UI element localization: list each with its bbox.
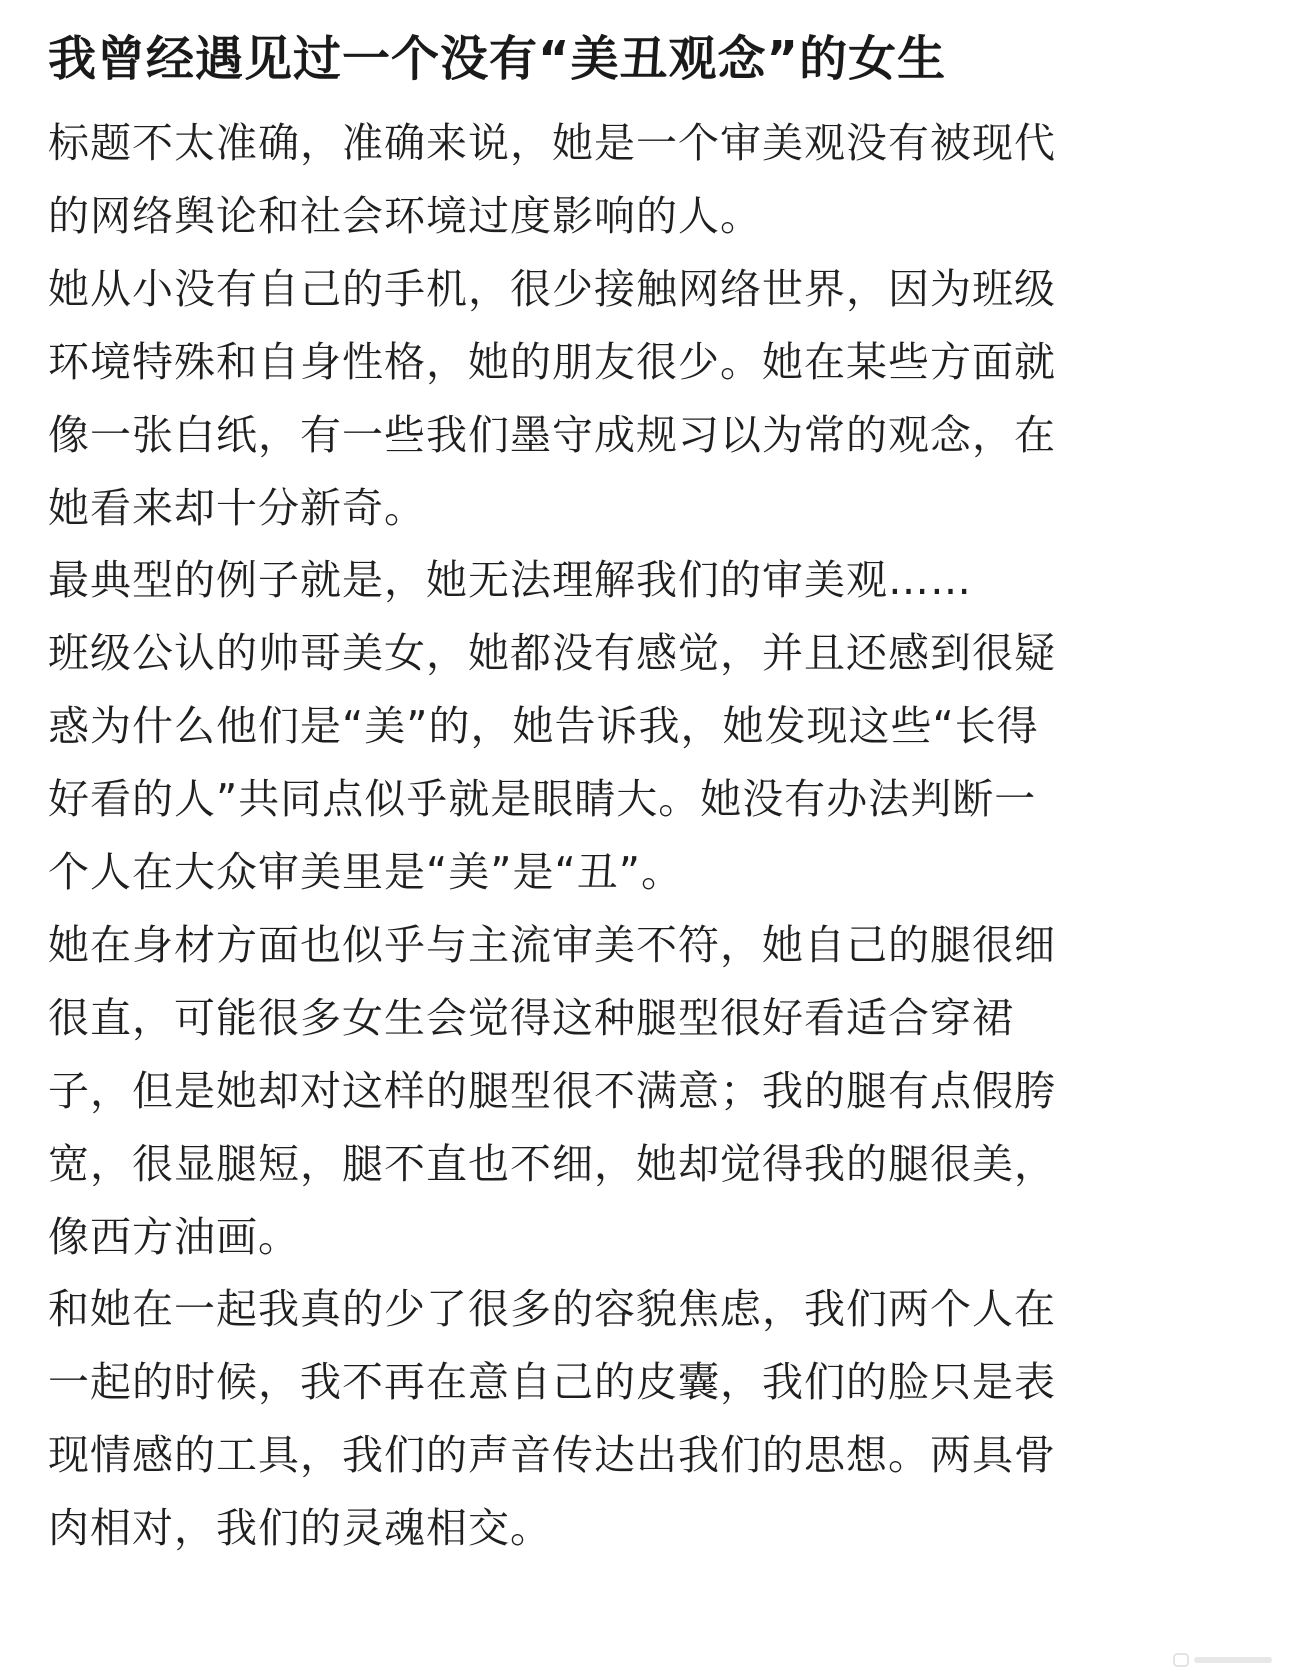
text-line: 她在身材方面也似乎与主流审美不符，她自己的腿很细 — [48, 920, 1056, 969]
text-line: 班级公认的帅哥美女，她都没有感觉，并且还感到很疑 — [48, 629, 1056, 678]
text-line: 像一张白纸，有一些我们墨守成规习以为常的观念，在 — [48, 410, 1056, 459]
text-line: 标题不太准确，准确来说，她是一个审美观没有被现代 — [48, 119, 1056, 167]
text-line: 最典型的例子就是，她无法理解我们的审美观…… — [48, 556, 972, 605]
text-line: 和她在一起我真的少了很多的容貌焦虑，我们两个人在 — [48, 1285, 1056, 1334]
text-line: 像西方油画。 — [48, 1212, 300, 1261]
text-line: 宽，很显腿短，腿不直也不细，她却觉得我的腿很美， — [48, 1139, 1056, 1188]
watermark-icon — [1172, 1649, 1276, 1671]
text-line: 她从小没有自己的手机，很少接触网络世界，因为班级 — [48, 264, 1056, 313]
text-line: 好看的人”共同点似乎就是眼睛大。她没有办法判断一 — [48, 775, 1037, 824]
text-line: 一起的时候，我不再在意自己的皮囊，我们的脸只是表 — [48, 1358, 1056, 1407]
article-title: 我曾经遇见过一个没有“美丑观念”的女生 — [48, 31, 947, 87]
text-line: 她看来却十分新奇。 — [48, 483, 426, 532]
text-line: 肉相对，我们的灵魂相交。 — [48, 1504, 552, 1553]
text-line: 个人在大众审美里是“美”是“丑”。 — [48, 848, 683, 896]
text-line: 的网络舆论和社会环境过度影响的人。 — [48, 191, 762, 240]
text-line: 子，但是她却对这样的腿型很不满意；我的腿有点假胯 — [48, 1066, 1056, 1115]
text-line: 惑为什么他们是“美”的，她告诉我，她发现这些“长得 — [48, 702, 1039, 751]
text-line: 很直，可能很多女生会觉得这种腿型很好看适合穿裙 — [48, 993, 1014, 1042]
text-line: 现情感的工具，我们的声音传达出我们的思想。两具骨 — [48, 1431, 1056, 1480]
text-line: 环境特殊和自身性格，她的朋友很少。她在某些方面就 — [48, 337, 1056, 386]
